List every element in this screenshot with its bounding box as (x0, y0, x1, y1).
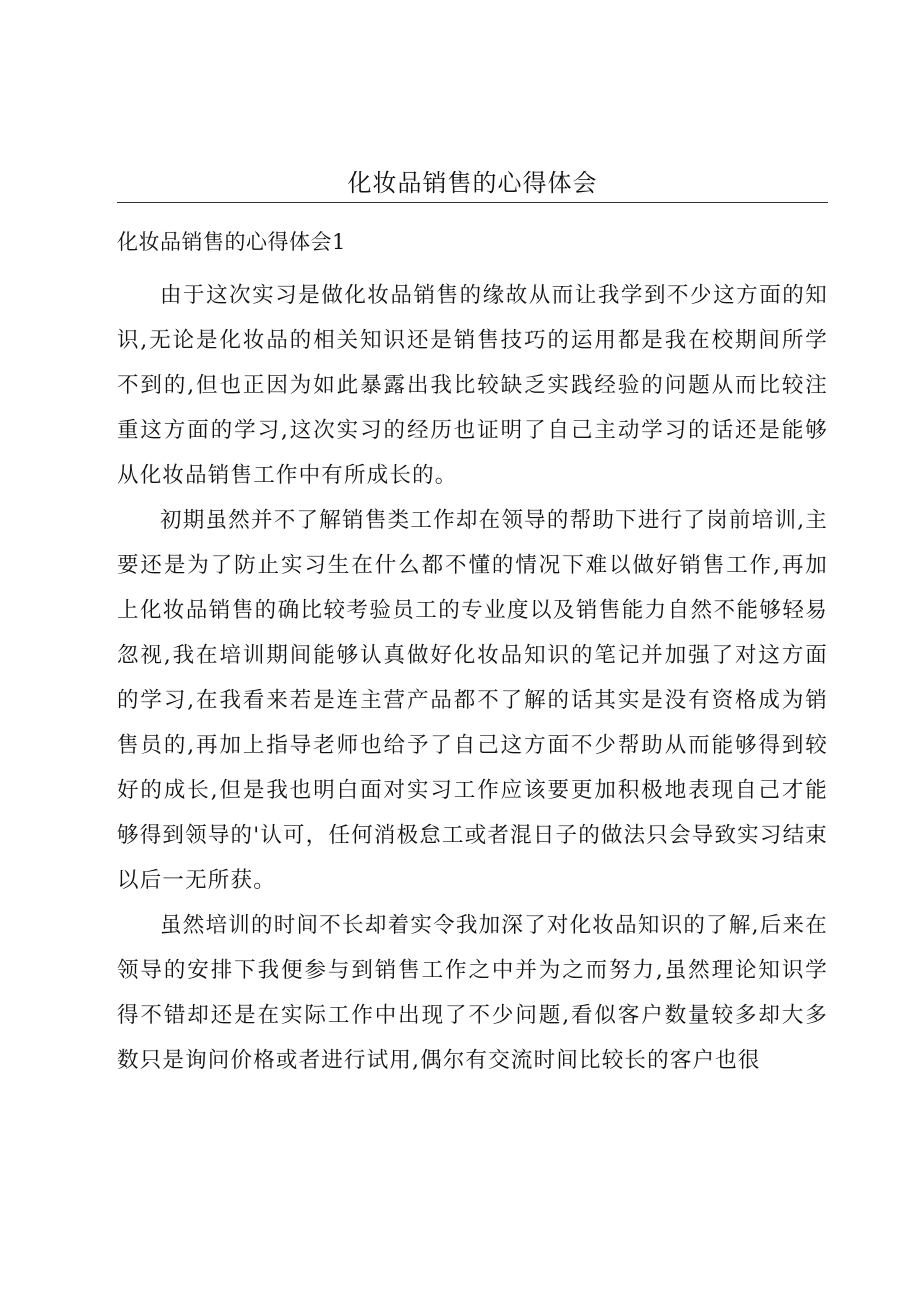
title-divider (117, 202, 828, 203)
document-body (117, 273, 828, 1083)
paragraph-2: 初期虽然并不了解销售类工作却在领导的帮助下进行了岗前培训,主要还是为了防止实习生在什么都不懂的情况下难以做好销售工作,再加上化妆品销售的确比较考验员工的专业度以及销售能力自然不能够轻易忽视,我在培训期间能够认真做好化妆品知识的笔记并加强了对这方面的学习,在我看来若是连主营产品都不了解的话其实是没有资格成为销售员的,再加上指导老师也给予了自己这方面不少帮助从而能够得到较好的成长,但是我也明白面对实习工作应该要更加积极地表现自己才能够得到领导的'认可，任何消极怠工或者混日子的做法只会导致实习结束以后一无所获。 (117, 508, 828, 893)
document-title: 化妆品销售的心得体会 (347, 169, 598, 197)
section-heading: 化妆品销售的心得体会1 (117, 230, 346, 254)
paragraph-3: 虽然培训的时间不长却着实令我加深了对化妆品知识的了解,后来在领导的安排下我便参与到销售工作之中并为之而努力,虽然理论知识学得不错却还是在实际工作中出现了不少问题,看似客户数量较多却大多数只是询问价格或者进行试用,偶尔有交流时间比较长的客户也很 (117, 913, 828, 1073)
paragraph-1: 由于这次实习是做化妆品销售的缘故从而让我学到不少这方面的知识,无论是化妆品的相关知识还是销售技巧的运用都是我在校期间所学不到的,但也正因为如此暴露出我比较缺乏实践经验的问题从而比较注重这方面的学习,这次实习的经历也证明了自己主动学习的话还是能够从化妆品销售工作中有所成长的。 (117, 283, 828, 488)
